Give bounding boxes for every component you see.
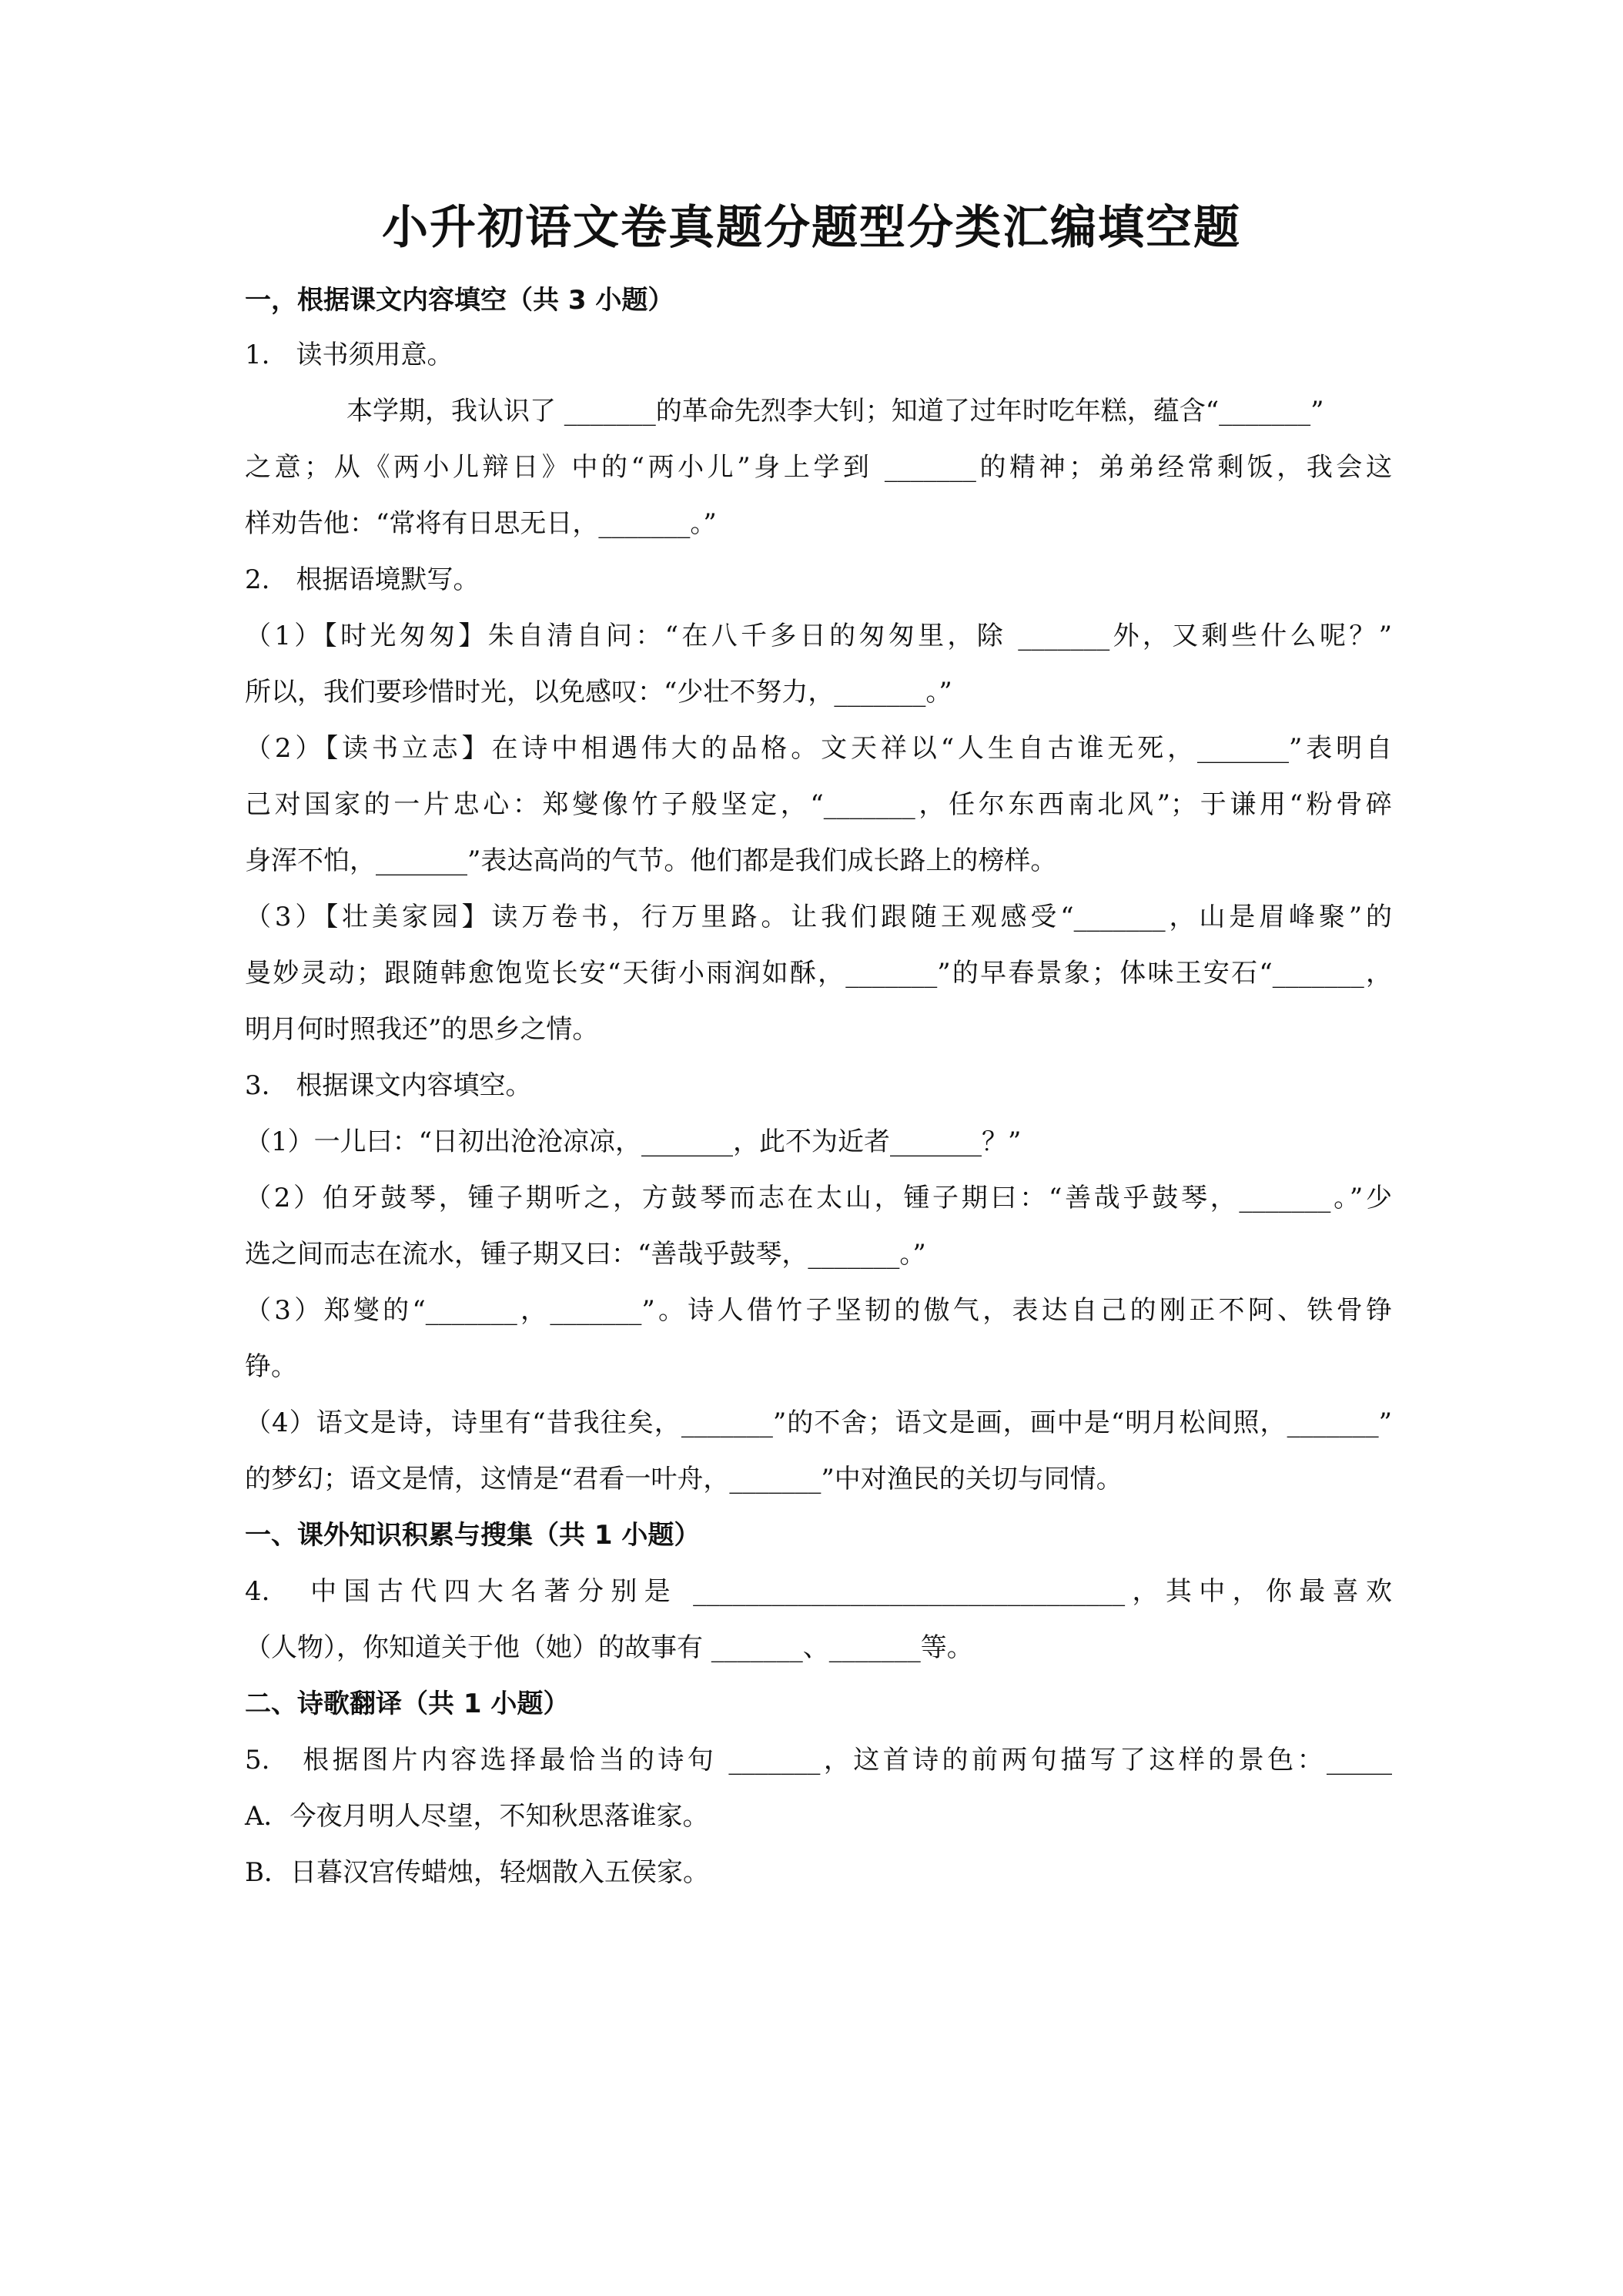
question-3-line: （4）语文是诗，诗里有“昔我往矣，_______”的不舍；语文是画，画中是“明月松间照，_______” <box>245 1407 1392 1438</box>
question-3-line: 铮。 <box>245 1351 297 1382</box>
option-a: A．今夜月明人尽望，不知秋思落谁家。 <box>245 1801 709 1832</box>
question-2-stem: 2. 根据语境默写。 <box>245 564 480 595</box>
section-heading-3: 二、诗歌翻译（共 1 小题） <box>245 1689 570 1719</box>
question-4-line: 4. 中国古代四大名著分别是 _________________________________，其中，你最喜欢 <box>245 1576 1392 1607</box>
section-heading-2: 一、课外知识积累与搜集（共 1 小题） <box>245 1520 701 1551</box>
question-2-line: 所以，我们要珍惜时光，以免感叹：“少壮不努力，_______。” <box>245 677 952 708</box>
question-4-line: （人物），你知道关于他（她）的故事有 _______、_______等。 <box>245 1632 973 1663</box>
question-5-stem: 5. 根据图片内容选择最恰当的诗句 _______，这首诗的前两句描写了这样的景色：_____ <box>245 1745 1392 1776</box>
question-3-line: （1）一儿曰：“日初出沧沧凉凉，_______，此不为近者_______？” <box>245 1126 1022 1157</box>
section-heading-1: 一，根据课文内容填空（共 3 小题） <box>245 285 674 316</box>
question-2-line: 身浑不怕，_______”表达高尚的气节。他们都是我们成长路上的榜样。 <box>245 845 1057 876</box>
question-1-stem: 1. 读书须用意。 <box>245 340 453 370</box>
question-3-line: （2）伯牙鼓琴，锺子期听之，方鼓琴而志在太山，锺子期曰：“善哉乎鼓琴，_______。”少 <box>245 1183 1392 1213</box>
option-b: B．日暮汉宫传蜡烛，轻烟散入五侯家。 <box>245 1857 709 1888</box>
question-2-line: （1）【时光匆匆】朱自清自问：“在八千多日的匆匆里，除 _______外，又剩些什么呢？” <box>245 621 1392 651</box>
question-1-line: 本学期，我认识了 _______的革命先烈李大钊；知道了过年时吃年糕，蕴含“_______” <box>346 396 1324 427</box>
question-2-line: 曼妙灵动；跟随韩愈饱览长安“天街小雨润如酥，_______”的早春景象；体味王安石“_______， <box>245 958 1392 989</box>
question-3-line: 选之间而志在流水，锺子期又曰：“善哉乎鼓琴，_______。” <box>245 1239 926 1270</box>
page-title: 小升初语文卷真题分题型分类汇编填空题 <box>382 201 1241 255</box>
question-3-stem: 3. 根据课文内容填空。 <box>245 1070 532 1101</box>
question-1-line: 样劝告他：“常将有日思无日，_______。” <box>245 508 717 539</box>
question-2-line: （2）【读书立志】在诗中相遇伟大的品格。文天祥以“人生自古谁无死，_______”表明自 <box>245 733 1392 764</box>
question-2-line: 明月何时照我还”的思乡之情。 <box>245 1014 599 1045</box>
question-2-line: 己对国家的一片忠心：郑燮像竹子般坚定，“_______，任尔东西南北风”；于谦用“粉骨碎 <box>245 789 1392 820</box>
question-3-line: 的梦幻；语文是情，这情是“君看一叶舟，_______”中对渔民的关切与同情。 <box>245 1464 1123 1494</box>
question-1-line: 之意；从《两小儿辩日》中的“两小儿”身上学到 _______的精神；弟弟经常剩饭，我会这 <box>245 452 1392 483</box>
question-3-line: （3）郑燮的“_______，_______”。诗人借竹子坚韧的傲气，表达自己的刚正不阿、铁骨铮 <box>245 1295 1392 1326</box>
question-2-line: （3）【壮美家园】读万卷书，行万里路。让我们跟随王观感受“_______，山是眉峰聚”的 <box>245 902 1392 932</box>
